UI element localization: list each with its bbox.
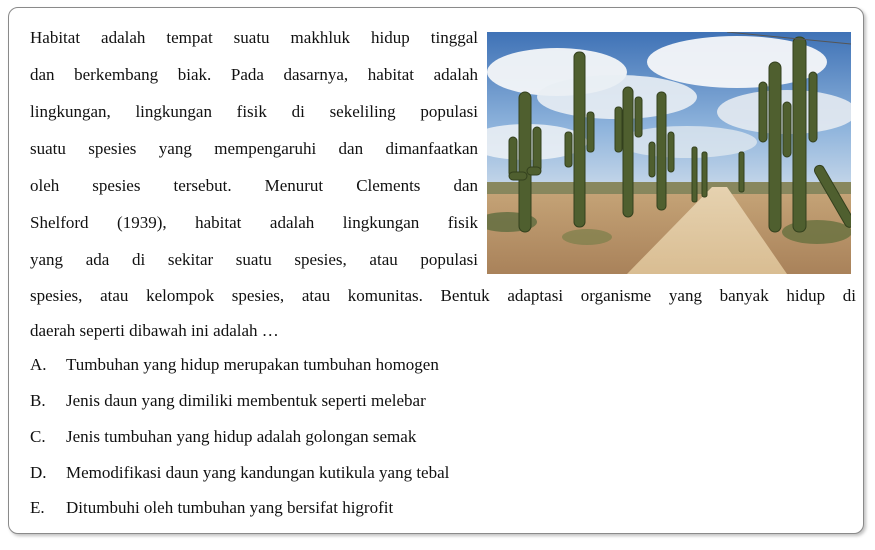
option-text: Ditumbuhi oleh tumbuhan yang bersifat higrofit: [66, 498, 394, 517]
option-text: Memodifikasi daun yang kandungan kutikula yang tebal: [66, 463, 450, 482]
question-line-1: spesies, atau kelompok spesies, atau komunitas. Bentuk adaptasi organisme yang banyak hidup di: [30, 286, 856, 305]
desert-cactus-photo: [487, 32, 851, 274]
paragraph-line-7: yang ada di sekitar suatu spesies, atau populasi: [30, 250, 478, 269]
option-d[interactable]: [30, 463, 449, 483]
option-a[interactable]: [30, 355, 439, 375]
option-text: Jenis tumbuhan yang hidup adalah golongan semak: [66, 427, 417, 446]
paragraph-line-6: Shelford (1939), habitat adalah lingkungan fisik: [30, 213, 478, 232]
paragraph-line-4: suatu spesies yang mempengaruhi dan dimanfaatkan: [30, 139, 478, 158]
option-c[interactable]: [30, 427, 416, 447]
option-e[interactable]: [30, 498, 393, 518]
option-letter: A.: [30, 355, 47, 374]
option-letter: B.: [30, 391, 46, 410]
paragraph-line-2: dan berkembang biak. Pada dasarnya, habitat adalah: [30, 65, 478, 84]
option-b[interactable]: [30, 391, 426, 411]
paragraph-line-5: oleh spesies tersebut. Menurut Clements dan: [30, 176, 478, 195]
paragraph-line-3: lingkungan, lingkungan fisik di sekeliling populasi: [30, 102, 478, 121]
paragraph-line-1: Habitat adalah tempat suatu makhluk hidup tinggal: [30, 28, 478, 47]
option-text: Jenis daun yang dimiliki membentuk seperti melebar: [66, 391, 426, 410]
option-letter: E.: [30, 498, 45, 517]
option-letter: C.: [30, 427, 46, 446]
option-text: Tumbuhan yang hidup merupakan tumbuhan homogen: [66, 355, 439, 374]
option-letter: D.: [30, 463, 47, 482]
question-card: [8, 7, 864, 534]
question-line-2: daerah seperti dibawah ini adalah …: [30, 321, 279, 340]
